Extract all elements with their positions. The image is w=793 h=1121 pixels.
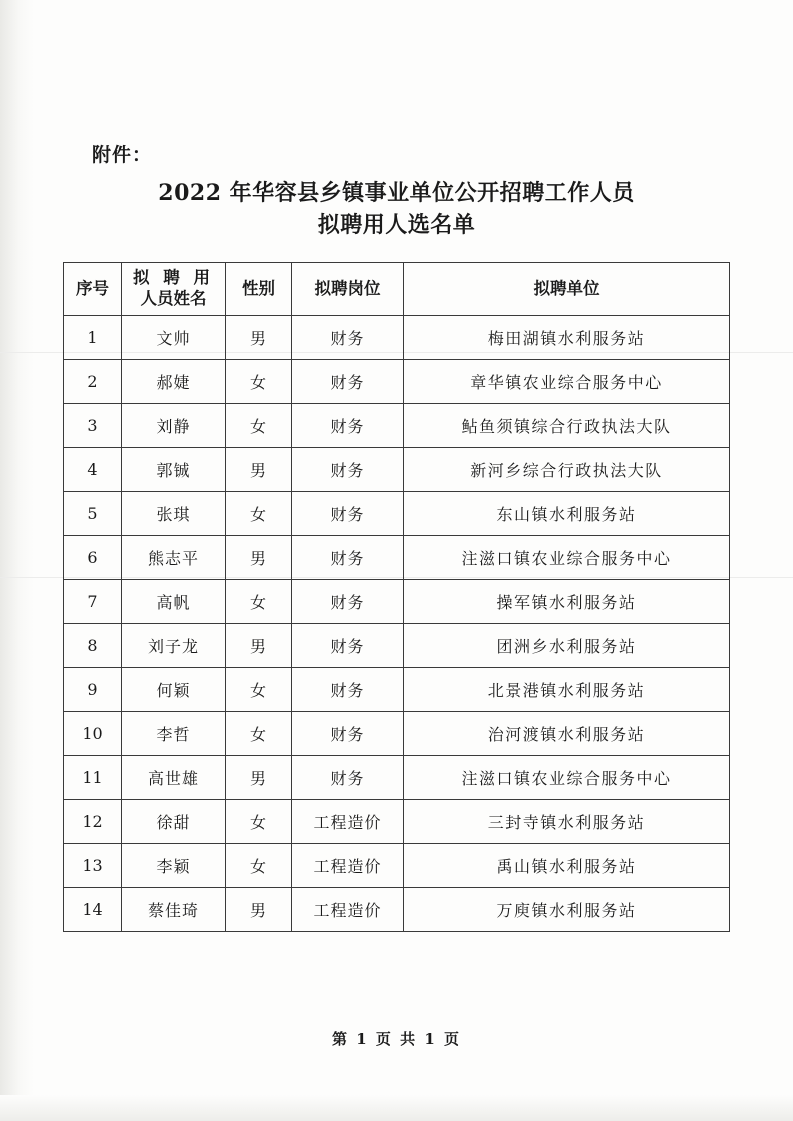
cell-unit: 注滋口镇农业综合服务中心 — [404, 756, 730, 800]
cell-unit: 梅田湖镇水利服务站 — [404, 316, 730, 360]
cell-index: 13 — [64, 844, 122, 888]
cell-unit: 东山镇水利服务站 — [404, 492, 730, 536]
table-row — [64, 448, 730, 492]
page-title-line-1: 2022 年华容县乡镇事业单位公开招聘工作人员 — [158, 180, 635, 206]
cell-post: 财务 — [292, 316, 404, 360]
cell-index: 6 — [64, 536, 122, 580]
column-header-post: 拟聘岗位 — [292, 263, 404, 316]
cell-post: 财务 — [292, 536, 404, 580]
cell-sex: 女 — [226, 844, 292, 888]
cell-post: 财务 — [292, 624, 404, 668]
cell-sex: 女 — [226, 580, 292, 624]
cell-name: 郭铖 — [122, 448, 226, 492]
page-title-line-2: 拟聘用人选名单 — [317, 211, 476, 238]
cell-post: 财务 — [292, 756, 404, 800]
table-row — [64, 712, 730, 756]
cell-index: 12 — [64, 800, 122, 844]
cell-name: 熊志平 — [122, 536, 226, 580]
cell-name: 蔡佳琦 — [122, 888, 226, 932]
cell-unit: 注滋口镇农业综合服务中心 — [404, 536, 730, 580]
cell-name: 何颖 — [122, 668, 226, 712]
cell-unit: 团洲乡水利服务站 — [404, 624, 730, 668]
cell-name: 高帆 — [122, 580, 226, 624]
cell-sex: 女 — [226, 404, 292, 448]
cell-name: 郝婕 — [122, 360, 226, 404]
cell-sex: 女 — [226, 668, 292, 712]
cell-unit: 北景港镇水利服务站 — [404, 668, 730, 712]
cell-index: 9 — [64, 668, 122, 712]
cell-sex: 男 — [226, 888, 292, 932]
cell-index: 8 — [64, 624, 122, 668]
cell-post: 财务 — [292, 492, 404, 536]
roster-table — [63, 262, 730, 932]
column-header-sex: 性别 — [226, 263, 292, 316]
scan-edge-shadow-bottom — [0, 1095, 793, 1121]
table-row — [64, 492, 730, 536]
page-footer: 第 1 页 共 1 页 — [332, 1030, 461, 1048]
cell-index: 4 — [64, 448, 122, 492]
cell-sex: 男 — [226, 756, 292, 800]
table-row — [64, 404, 730, 448]
cell-post: 工程造价 — [292, 800, 404, 844]
cell-name: 高世雄 — [122, 756, 226, 800]
table-row — [64, 756, 730, 800]
cell-post: 工程造价 — [292, 844, 404, 888]
table-row — [64, 580, 730, 624]
table-row — [64, 888, 730, 932]
cell-post: 财务 — [292, 360, 404, 404]
cell-sex: 男 — [226, 536, 292, 580]
column-header-name-line-1: 拟 聘 用 — [133, 268, 214, 288]
table-row — [64, 360, 730, 404]
column-header-index: 序号 — [64, 263, 122, 316]
cell-sex: 男 — [226, 624, 292, 668]
cell-name: 刘静 — [122, 404, 226, 448]
cell-post: 财务 — [292, 580, 404, 624]
cell-sex: 女 — [226, 492, 292, 536]
cell-sex: 女 — [226, 360, 292, 404]
column-header-name — [122, 263, 226, 316]
scan-edge-shadow-left — [0, 0, 34, 1121]
attachment-label: 附件： — [92, 144, 153, 166]
cell-unit: 操军镇水利服务站 — [404, 580, 730, 624]
cell-index: 14 — [64, 888, 122, 932]
table-row — [64, 668, 730, 712]
cell-unit: 禹山镇水利服务站 — [404, 844, 730, 888]
cell-sex: 男 — [226, 316, 292, 360]
cell-sex: 男 — [226, 448, 292, 492]
cell-unit: 万庾镇水利服务站 — [404, 888, 730, 932]
cell-name: 李哲 — [122, 712, 226, 756]
cell-unit: 章华镇农业综合服务中心 — [404, 360, 730, 404]
cell-index: 5 — [64, 492, 122, 536]
page-title — [60, 178, 733, 242]
cell-unit: 新河乡综合行政执法大队 — [404, 448, 730, 492]
cell-index: 11 — [64, 756, 122, 800]
column-header-name-line-2: 人员姓名 — [140, 289, 207, 308]
table-row — [64, 800, 730, 844]
cell-name: 李颖 — [122, 844, 226, 888]
cell-post: 财务 — [292, 712, 404, 756]
cell-index: 2 — [64, 360, 122, 404]
cell-name: 文帅 — [122, 316, 226, 360]
table-row — [64, 844, 730, 888]
cell-index: 3 — [64, 404, 122, 448]
cell-post: 财务 — [292, 404, 404, 448]
cell-unit: 鲇鱼须镇综合行政执法大队 — [404, 404, 730, 448]
cell-index: 10 — [64, 712, 122, 756]
cell-post: 财务 — [292, 448, 404, 492]
cell-name: 徐甜 — [122, 800, 226, 844]
column-header-unit: 拟聘单位 — [404, 263, 730, 316]
cell-post: 财务 — [292, 668, 404, 712]
cell-index: 1 — [64, 316, 122, 360]
cell-sex: 女 — [226, 800, 292, 844]
cell-post: 工程造价 — [292, 888, 404, 932]
cell-sex: 女 — [226, 712, 292, 756]
table-row — [64, 316, 730, 360]
cell-name: 刘子龙 — [122, 624, 226, 668]
cell-unit: 三封寺镇水利服务站 — [404, 800, 730, 844]
table-row — [64, 624, 730, 668]
cell-name: 张琪 — [122, 492, 226, 536]
cell-index: 7 — [64, 580, 122, 624]
cell-unit: 治河渡镇水利服务站 — [404, 712, 730, 756]
table-row — [64, 536, 730, 580]
table-header-row — [64, 263, 730, 316]
